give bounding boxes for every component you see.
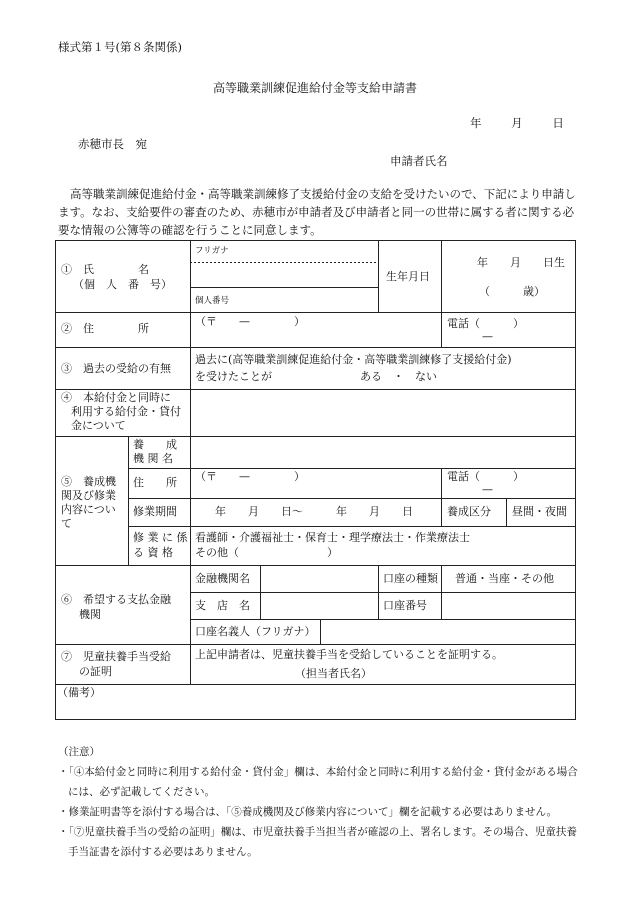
intro-paragraph: 高等職業訓練促進給付金・高等職業訓練修了支援給付金の支給を受けたいので、下記により申請します。なお、支給要件の審査のため、赤穂市が申請者及び申請者と同一の世帯に属する者に関する必要な情報の公簿等の確認を行うことに同意します。 <box>58 187 576 237</box>
addressee: 赤穂市長 宛 <box>78 137 147 151</box>
class-value: 昼間・夜間 <box>512 505 567 518</box>
branch-label: 支 店 名 <box>195 599 250 612</box>
childcare-proof-label-2: の証明 <box>79 665 112 678</box>
applicant-name-label: 申請者氏名 <box>390 154 448 168</box>
bank-name-label: 金融機関名 <box>195 572 250 585</box>
qualification-text-2: その他（ ） <box>195 546 338 559</box>
address-label: ② 住 所 <box>61 322 149 335</box>
date-day: 日 <box>552 116 564 130</box>
past-receipt-label: ③ 過去の受給の有無 <box>61 362 171 375</box>
qualification-label-2: る 資 格 <box>133 546 173 559</box>
kojin-bango-label: 個人番号 <box>195 296 230 306</box>
note-item: ・「⑦児童扶養手当の受給の証明」欄は、市児童扶養手当担当者が確認の上、署名します。その場合、児童扶養手当証書を添付する必要はありません。 <box>58 826 577 858</box>
furigana-label: フリガナ <box>195 246 229 256</box>
training-label-2: 関及び修業 <box>61 489 116 502</box>
note-item: ・修業証明書等を添付する場合は、「⑤養成機関及び修業内容について」欄を記載する必要はありません。 <box>58 806 558 818</box>
date-line <box>470 115 564 131</box>
official-name-label: （担当者氏名） <box>295 667 372 680</box>
birthdate-label: 生年月日 <box>386 270 430 283</box>
past-receipt-text-1: 過去に(高等職業訓練促進給付金・高等職業訓練修了支援給付金) <box>195 353 512 366</box>
account-type-label: 口座の種類 <box>383 572 438 585</box>
phone-dash: — <box>482 330 493 343</box>
account-holder-label: 口座名義人（フリガナ） <box>195 625 316 638</box>
name-label: ① 氏 名 <box>61 263 149 276</box>
age-value: （ 歳） <box>479 285 545 298</box>
notes-section <box>58 742 583 862</box>
note-item: ・「④本給付金と同時に利用する給付金・貸付金」欄は、本給付金と同時に利用する給付金・貸付金がある場合には、必ず記載してください。 <box>58 766 578 798</box>
past-receipt-text-2: を受けたことが ある ・ ない <box>195 370 437 383</box>
account-number-label: 口座番号 <box>383 599 427 612</box>
class-label: 養成区分 <box>447 505 491 518</box>
concurrent-benefit-label-1: ④ 本給付金と同時に <box>61 391 171 404</box>
childcare-proof-label-1: ⑦ 児童扶養手当受給 <box>61 650 171 663</box>
training-label-4: て <box>61 517 72 530</box>
birthdate-value: 年 月 日生 <box>477 256 565 269</box>
childcare-proof-text: 上記申請者は、児童扶養手当を受給していることを証明する。 <box>195 648 503 661</box>
notes-heading: （注意） <box>58 746 100 758</box>
qualification-text-1: 看護師・介護福祉士・保育士・理学療法士・作業療法士 <box>195 531 470 544</box>
individual-number-label: （個 人 番 号） <box>73 278 172 291</box>
qualification-label-1: 修 業 に 係 <box>133 531 188 544</box>
period-label: 修業期間 <box>133 505 177 518</box>
training-label-3: 内容につい <box>61 503 116 516</box>
institution-address-label: 住 所 <box>133 476 177 489</box>
bank-label-2: 機関 <box>79 608 101 621</box>
institution-phone: 電話（ ） <box>447 470 524 483</box>
period-value: 年 月 日～ 年 月 日 <box>215 505 413 518</box>
application-form-table <box>55 240 576 720</box>
account-type-value: 普通・当座・その他 <box>455 572 554 585</box>
institution-postal: （〒 — ） <box>195 470 305 483</box>
postal-code: （〒 — ） <box>195 315 305 328</box>
remarks-label: （備考） <box>57 686 101 699</box>
concurrent-benefit-label-2: 利用する給付金・貸付 <box>71 405 181 418</box>
document-title: 高等職業訓練促進給付金等支給申請書 <box>212 81 417 95</box>
phone-label: 電話（ ） <box>447 317 524 330</box>
form-number: 様式第１号(第８条関係) <box>58 40 182 54</box>
institution-label-1: 養 成 <box>133 438 177 451</box>
bank-label-1: ⑥ 希望する支払金融 <box>61 593 171 606</box>
concurrent-benefit-label-3: 金について <box>71 419 126 432</box>
institution-label-2: 機 関 名 <box>133 452 173 465</box>
date-year: 年 <box>470 116 482 130</box>
date-month: 月 <box>511 116 523 130</box>
institution-phone-dash: — <box>482 483 493 496</box>
training-label-1: ⑤ 養成機 <box>61 475 116 488</box>
